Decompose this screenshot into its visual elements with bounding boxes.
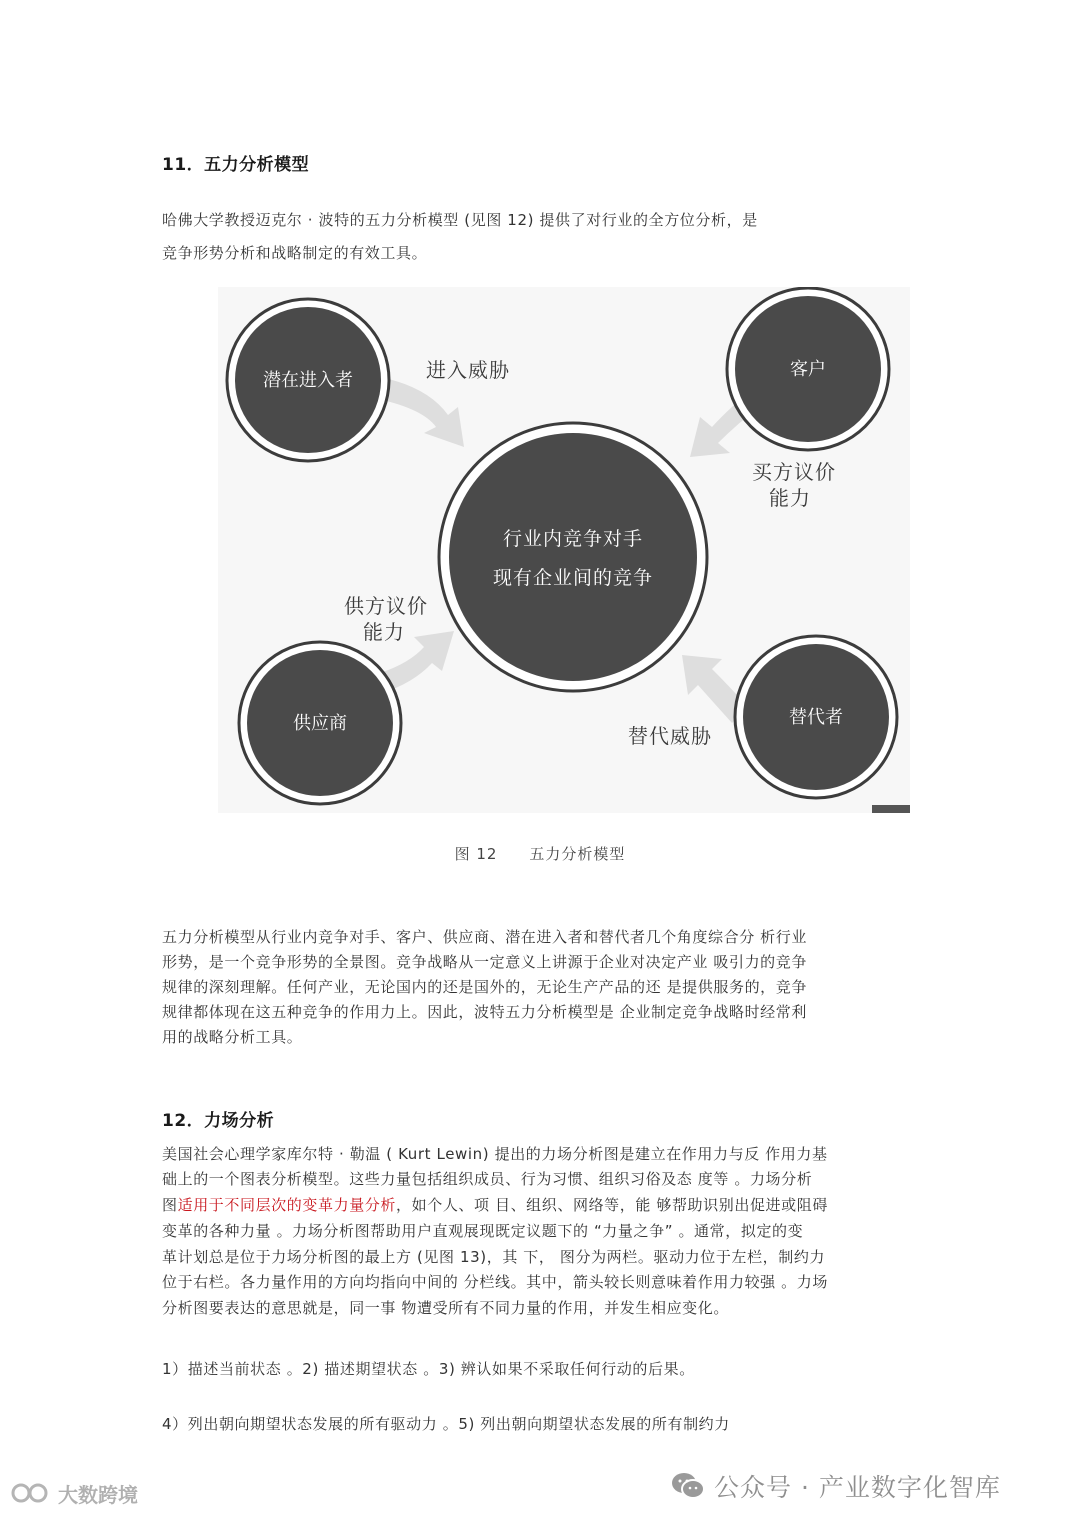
- wechat-icon: [670, 1471, 706, 1501]
- section-12-line-6: 位于右栏。各力量作用的方向均指向中间的 分栏线。其中，箭头较长则意味着作用力较强 。力场: [162, 1273, 828, 1291]
- label-buyer-power-line-1: 买方议价: [752, 460, 836, 484]
- brand-watermark-text: 大数跨境: [58, 1482, 138, 1507]
- section-11-body-line-1: 五力分析模型从行业内竞争对手、客户、供应商、潜在进入者和替代者几个角度综合分 析行业: [162, 928, 807, 946]
- label-entry-threat: 进入威胁: [426, 358, 510, 382]
- label-substitute-threat: 替代威胁: [628, 724, 712, 748]
- section-12-line-4: 变革的各种力量 。力场分析图帮助用户直观展现既定议题下的 “力量之争” 。通常，拟定的变: [162, 1222, 804, 1240]
- center-label-line-2: 现有企业间的竞争: [492, 567, 654, 589]
- arrow-entry-threat: [378, 377, 464, 447]
- label-supplier-power-line-2: 能力: [363, 620, 405, 644]
- node-potential-entrants-label: 潜在进入者: [263, 370, 353, 391]
- wechat-watermark-text: 公众号 · 产业数字化智库: [714, 1473, 1001, 1502]
- section-12-line-2: 础上的一个图表分析模型。这些力量包括组织成员、行为习惯、组织习俗及态 度等 。力场分析: [162, 1170, 813, 1188]
- brand-watermark: [10, 1476, 138, 1510]
- section-11-body-line-4: 规律都体现在这五种竞争的作用力上。因此，波特五力分析模型是 企业制定竞争战略时经常利: [162, 1003, 807, 1021]
- wechat-watermark: [670, 1466, 1001, 1506]
- node-substitutes-label: 替代者: [789, 707, 843, 728]
- section-12-line-5: 革计划总是位于力场分析图的最上方 (见图 13)，其 下， 图分为两栏。驱动力位于左栏，制约力: [162, 1248, 826, 1266]
- section-11-intro-line-2: 竞争形势分析和战略制定的有效工具。: [162, 244, 428, 262]
- section-12-highlight: 适用于不同层次的变革力量分析: [177, 1196, 397, 1214]
- center-circle: [449, 433, 697, 681]
- center-label-line-1: 行业内竞争对手: [502, 528, 644, 550]
- node-suppliers-label: 供应商: [293, 713, 347, 734]
- section-12-line-7: 分析图要表达的意思就是，同一事 物遭受所有不同力量的作用，并发生相应变化。: [162, 1299, 729, 1317]
- steps-line-2: 4）列出朝向期望状态发展的所有驱动力 。5) 列出朝向期望状态发展的所有制约力: [162, 1415, 730, 1433]
- brand-logo-icon: [10, 1480, 54, 1506]
- section-12-heading: 12．力场分析: [162, 1111, 275, 1131]
- section-11-heading: 11．五力分析模型: [162, 155, 310, 175]
- steps-line-1: 1）描述当前状态 。2) 描述期望状态 。3) 辨认如果不采取任何行动的后果。: [162, 1360, 695, 1378]
- section-12-line-3: [162, 1193, 902, 1218]
- section-11-intro-line-1: 哈佛大学教授迈克尔 · 波特的五力分析模型 (见图 12) 提供了对行业的全方位分析，是: [162, 211, 758, 229]
- figure-12-caption: 图 12 五力分析模型: [454, 845, 626, 863]
- section-12-line-3-post: ，如个人、项 目、组织、网络等，能 够帮助识别出促进或阻碍: [396, 1196, 828, 1214]
- label-buyer-power-line-2: 能力: [769, 486, 811, 510]
- section-11-body-line-3: 规律的深刻理解。任何产业，无论国内的还是国外的，无论生产产品的还 是提供服务的，竞争: [162, 978, 807, 996]
- section-11-body-line-5: 用的战略分析工具。: [162, 1028, 303, 1046]
- node-customers-label: 客户: [790, 359, 826, 380]
- label-supplier-power-line-1: 供方议价: [344, 594, 428, 618]
- section-12-line-3-pre: 图: [162, 1196, 178, 1214]
- section-12-line-1: 美国社会心理学家库尔特 · 勒温 ( Kurt Lewin) 提出的力场分析图是建立在作用力与反 作用力基: [162, 1145, 828, 1163]
- five-forces-figure: [218, 287, 910, 813]
- figure-corner-mark: [872, 805, 910, 813]
- section-11-body-line-2: 形势，是一个竞争形势的全景图。竞争战略从一定意义上讲源于企业对决定产业 吸引力的竞争: [162, 953, 807, 971]
